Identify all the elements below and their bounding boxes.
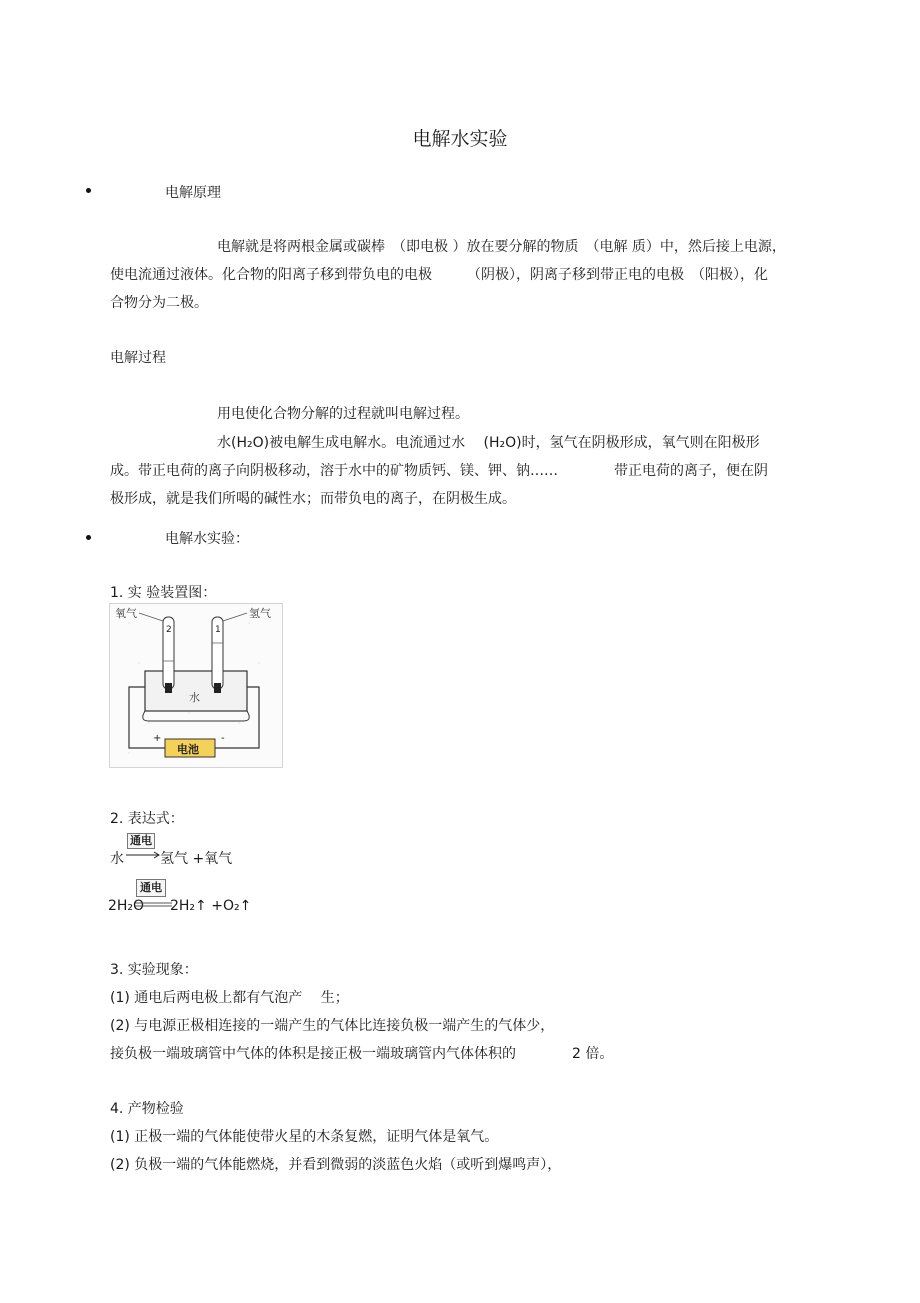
apparatus-diagram [109, 603, 283, 768]
battery-label: 电池 [177, 743, 199, 756]
equation2-arrow [134, 879, 174, 911]
observation-1: (1) 通电后两电极上都有气泡产 生； [110, 990, 349, 1006]
observation-2: (2) 与电源正极相连接的一端产生的气体比连接负极一端产生的气体少， [110, 1018, 555, 1034]
equation1-right: 氢气 +氧气 [160, 851, 233, 867]
double-line-icon [134, 901, 174, 909]
tube-left-number: 2 [166, 625, 172, 635]
observation-3: 接负极一端玻璃管中气体的体积是接正极一端玻璃管内气体体积的 2 倍。 [110, 1046, 614, 1062]
test-1: (1) 正极一端的气体能使带火星的木条复燃，证明气体是氧气。 [110, 1129, 499, 1145]
bullet-1 [86, 188, 91, 193]
hydrogen-label: 氢气 [249, 607, 271, 620]
item4-label: 4. 产物检验 [110, 1101, 184, 1117]
arrow-icon [125, 850, 161, 860]
battery-minus: - [221, 733, 225, 744]
tube-right-number: 1 [215, 625, 221, 635]
section2-para2-line3: 极形成，就是我们所喝的碱性水；而带负电的离子，在阴极生成。 [110, 491, 516, 507]
equation2-left: 2H₂O [108, 898, 145, 914]
section2-heading: 电解过程 [110, 350, 166, 366]
equation1-left: 水 [110, 851, 124, 867]
equation2-arrow-label: 通电 [136, 879, 166, 897]
section1-para-line1: 电解就是将两根金属或碳棒 （即电极 ）放在要分解的物质 （电解 质）中，然后接上电源， [217, 239, 786, 255]
battery-plus: + [153, 733, 162, 744]
oxygen-label: 氧气 [115, 607, 137, 620]
section1-heading: 电解原理 [165, 185, 221, 201]
section1-para-line3: 合物分为二极。 [110, 295, 208, 311]
section1-para-line2: 使电流通过液体。化合物的阳离子移到带负电的电极 （阴极），阴离子移到带正电的电极 （阳极），化 [110, 267, 768, 283]
equation1-arrow [125, 833, 161, 861]
test-2: (2) 负极一端的气体能燃烧，并看到微弱的淡蓝色火焰（或听到爆鸣声）， [110, 1157, 562, 1173]
section3-heading: 电解水实验： [165, 531, 249, 547]
equation1-arrow-label: 通电 [127, 833, 155, 849]
item2-label: 2. 表达式： [110, 811, 184, 827]
item1-label: 1. 实 验装置图： [110, 585, 217, 601]
bullet-2 [86, 535, 91, 540]
page-title: 电解水实验 [412, 128, 508, 150]
section2-para1: 用电使化合物分解的过程就叫电解过程。 [217, 406, 469, 422]
item3-label: 3. 实验现象： [110, 962, 198, 978]
section2-para2-line2: 成。带正电荷的离子向阴极移动，溶于水中的矿物质钙、镁、钾、钠…… 带正电荷的离子，便在阴 [110, 463, 768, 479]
section2-para2-line1: 水(H₂O)被电解生成电解水。电流通过水 (H₂O)时，氢气在阴极形成，氧气则在阳极形 [217, 435, 760, 451]
water-label: 水 [189, 691, 200, 704]
equation2-right: 2H₂↑ +O₂↑ [170, 898, 252, 914]
